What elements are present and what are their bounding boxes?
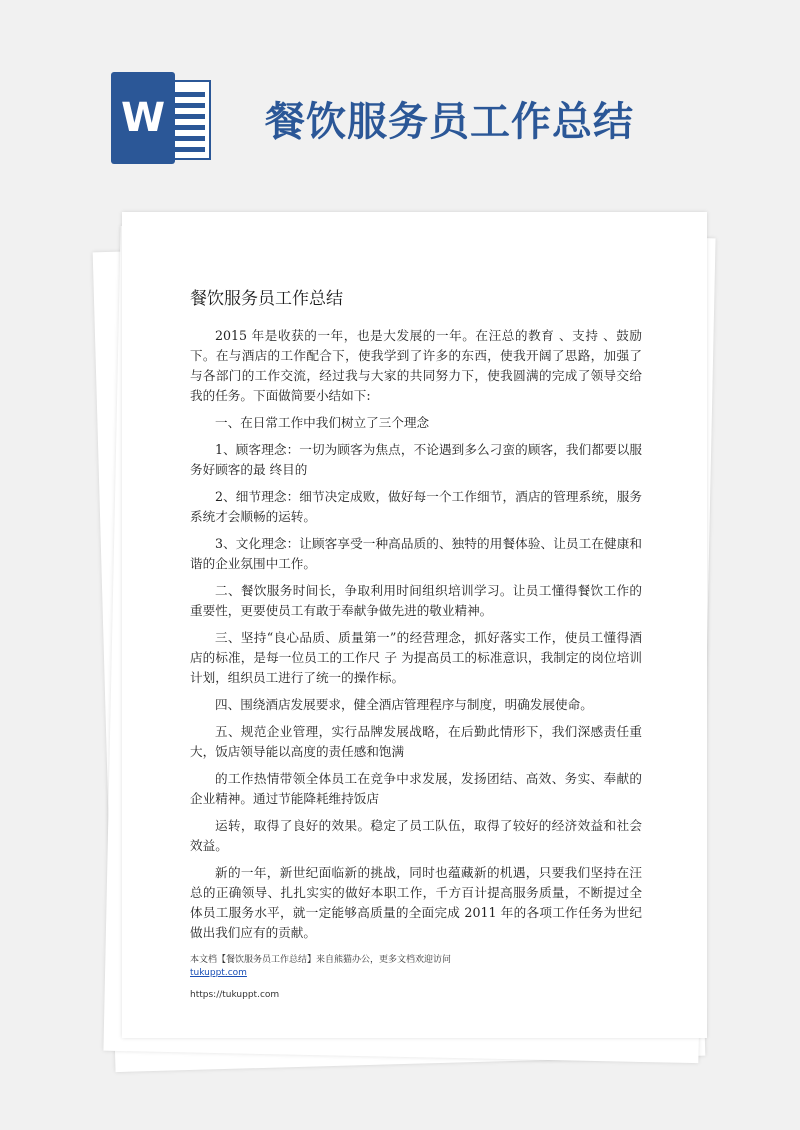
word-document-icon <box>111 72 213 164</box>
paragraph: 四、围绕酒店发展要求，健全酒店管理程序与制度，明确发展使命。 <box>215 697 593 712</box>
paragraph: 五、规范企业管理，实行品牌发展战略，在后勤此情形下，我们深感责任重大，饭店领导能以高度的责任感和饱满 <box>190 724 642 759</box>
source-note: 本文档【餐饮服务员工作总结】来自熊猫办公，更多文档欢迎访问 <box>190 955 452 965</box>
paragraph: 二、餐饮服务时间长，争取利用时间组织培训学习。让员工懂得餐饮工作的重要性，更要使员工有敢于奉献争做先进的敬业精神。 <box>190 583 642 618</box>
source-link[interactable]: tukuppt.com <box>190 968 247 978</box>
page-title: 餐饮服务员工作总结 <box>265 99 634 145</box>
document-title: 餐饮服务员工作总结 <box>190 289 343 309</box>
paragraph: 运转，取得了良好的效果。稳定了员工队伍，取得了较好的经济效益和社会效益。 <box>190 818 642 853</box>
page-header <box>0 0 800 200</box>
paragraph: 2015 年是收获的一年，也是大发展的一年。在汪总的教育 、支持 、鼓励下。在与酒店的工作配合下，使我学到了许多的东西，使我开阔了思路，加强了与各部门的工作交流，经过我与大家的共同努力下，使我圆满的完成了领导交给我的任务。下面做简要小结如下: <box>190 328 642 403</box>
paragraph: 的工作热情带领全体员工在竞争中求发展，发扬团结、高效、务实、奉献的企业精神。通过节能降耗维持饭店 <box>190 771 642 806</box>
document-page <box>122 212 707 1038</box>
paragraph: 1、顾客理念：一切为顾客为焦点，不论遇到多么刁蛮的顾客，我们都要以服务好顾客的最 终目的 <box>190 442 642 477</box>
source-url[interactable]: https://tukuppt.com <box>190 990 280 1000</box>
paragraph: 2、细节理念：细节决定成败，做好每一个工作细节，酒店的管理系统，服务系统才会顺畅的运转。 <box>190 489 642 524</box>
document-body <box>190 326 642 950</box>
document-footer <box>190 952 650 1000</box>
paragraph: 新的一年，新世纪面临新的挑战，同时也蕴藏新的机遇，只要我们坚持在汪总的正确领导、扎扎实实的做好本职工作，千方百计提高服务质量，不断提过全体员工服务水平，就一定能够高质量的全面完成 2011 年的各项工作任务为世纪做出我们应有的贡献。 <box>190 865 642 940</box>
paragraph: 3、文化理念：让顾客享受一种高品质的、独特的用餐体验、让员工在健康和谐的企业氛围中工作。 <box>190 536 642 571</box>
paragraph: 一、在日常工作中我们树立了三个理念 <box>215 415 430 430</box>
word-logo-letter: W <box>111 72 175 164</box>
paragraph: 三、坚持“良心品质、质量第一”的经营理念，抓好落实工作，使员工懂得酒店的标准，是每一位员工的工作尺 子 为提高员工的标准意识，我制定的岗位培训计划，组织员工进行了统一的操作标。 <box>190 630 642 685</box>
